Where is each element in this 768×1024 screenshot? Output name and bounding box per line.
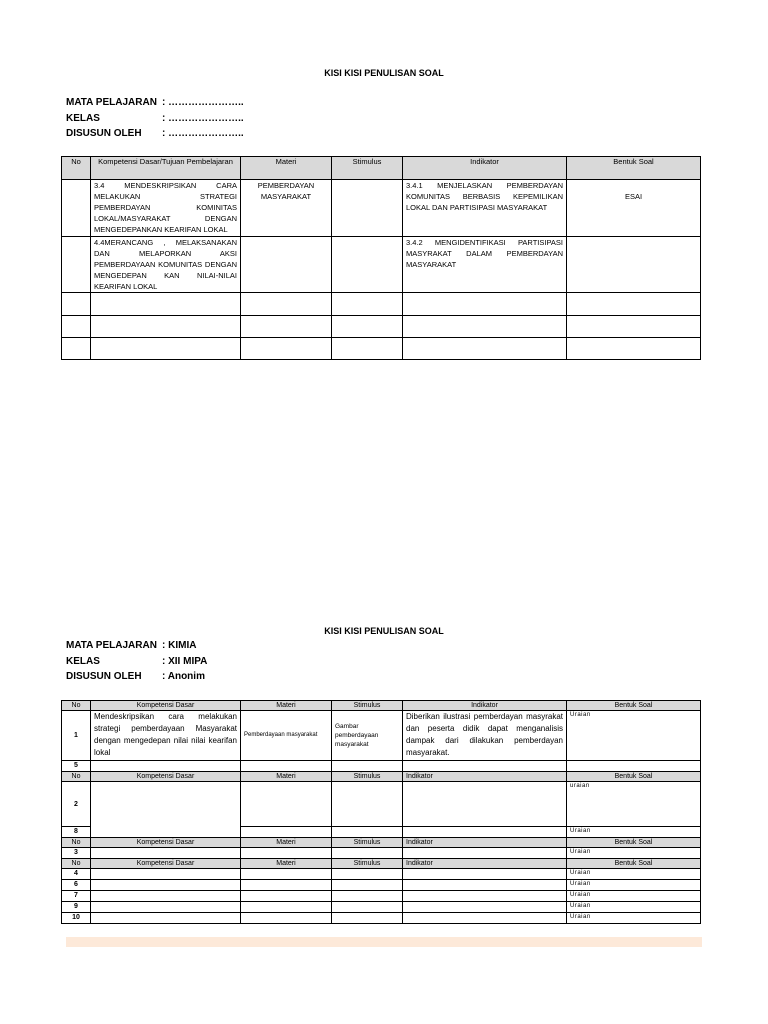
meta-value: : KIMIA bbox=[162, 640, 197, 651]
meta-value: : XII MIPA bbox=[162, 655, 208, 667]
cell-stimulus bbox=[332, 180, 403, 237]
cell-indikator bbox=[403, 761, 567, 772]
cell-indikator bbox=[403, 869, 567, 880]
cell-materi bbox=[241, 902, 332, 913]
meta-label: MATA PELAJARAN bbox=[66, 97, 157, 108]
cell-no: 6 bbox=[62, 880, 91, 891]
cell-materi bbox=[241, 338, 332, 360]
cell-stimulus bbox=[332, 293, 403, 316]
cell-kompetensi: 3.4 MENDESKRIPSIKAN CARA MELAKUKAN STRATEGI PEMBERDAYAN KOMINITAS LOKAL/MASYARAKAT DENGAN MENGEDEPANKAN KEARIFAN LOKAL bbox=[91, 180, 241, 237]
cell-kompetensi bbox=[91, 869, 241, 880]
grid-table-2 bbox=[61, 700, 701, 924]
header-kompetensi: Kompetensi Dasar bbox=[91, 701, 241, 711]
cell-kompetensi: Mendeskripsikan cara melakukan strategi pemberdayaan Masyarakat dengan mengedepan nilai nilai kearifan lokal bbox=[91, 711, 241, 761]
cell-bentuk-soal: Uraian bbox=[567, 880, 701, 891]
header-no: No bbox=[62, 838, 91, 848]
cell-materi bbox=[241, 316, 332, 338]
cell-kompetensi bbox=[91, 338, 241, 360]
cell-stimulus bbox=[332, 880, 403, 891]
document-meta bbox=[66, 95, 244, 142]
cell-kompetensi bbox=[91, 761, 241, 772]
header-indikator: Indikator bbox=[403, 701, 567, 711]
header-stimulus: Stimulus bbox=[332, 859, 403, 869]
cell-materi: Pemberdayaan masyarakat bbox=[241, 711, 332, 761]
header-bentuk-soal: Bentuk Soal bbox=[567, 772, 701, 782]
cell-kompetensi bbox=[91, 891, 241, 902]
cell-materi bbox=[241, 761, 332, 772]
cell-materi bbox=[241, 848, 332, 859]
cell-kompetensi bbox=[91, 913, 241, 924]
header-kompetensi: Kompetensi Dasar/Tujuan Pembelajaran bbox=[91, 157, 241, 180]
header-indikator: Indikator bbox=[403, 772, 567, 782]
table-row bbox=[62, 338, 701, 360]
cell-materi bbox=[241, 237, 332, 293]
cell-bentuk-soal: Uraian bbox=[567, 711, 701, 761]
cell-kompetensi bbox=[91, 848, 241, 859]
cell-indikator bbox=[403, 848, 567, 859]
cell-materi bbox=[241, 827, 332, 838]
cell-materi bbox=[241, 782, 332, 827]
header-materi: Materi bbox=[241, 157, 332, 180]
header-bentuk-soal: Bentuk Soal bbox=[567, 859, 701, 869]
cell-indikator bbox=[403, 293, 567, 316]
header-bentuk-soal: Bentuk Soal bbox=[567, 838, 701, 848]
cell-stimulus bbox=[332, 848, 403, 859]
meta-class bbox=[66, 654, 207, 670]
cell-no: 7 bbox=[62, 891, 91, 902]
cell-bentuk-soal: Uraian bbox=[567, 913, 701, 924]
cell-no: 1 bbox=[62, 711, 91, 761]
cell-no bbox=[62, 338, 91, 360]
cell-stimulus bbox=[332, 761, 403, 772]
cell-bentuk-soal: Uraian bbox=[567, 848, 701, 859]
meta-value: : ………………….. bbox=[162, 97, 244, 108]
page-title: KISI KISI PENULISAN SOAL bbox=[324, 68, 444, 78]
cell-stimulus bbox=[332, 237, 403, 293]
table-row bbox=[62, 869, 701, 880]
header-no: No bbox=[62, 157, 91, 180]
cell-bentuk-soal: uraian bbox=[567, 782, 701, 827]
cell-stimulus: Gambar pemberdayaan masyarakat bbox=[332, 711, 403, 761]
meta-label: DISUSUN OLEH bbox=[66, 128, 142, 139]
grid-table-1 bbox=[61, 156, 701, 360]
cell-indikator bbox=[403, 880, 567, 891]
meta-author bbox=[66, 126, 244, 142]
header-bentuk-soal: Bentuk Soal bbox=[567, 701, 701, 711]
table-header-row bbox=[62, 859, 701, 869]
meta-value: : Anonim bbox=[162, 671, 205, 682]
footer-highlight-bar bbox=[66, 937, 702, 947]
cell-indikator bbox=[403, 782, 567, 827]
table-header-row bbox=[62, 772, 701, 782]
header-indikator: Indikator bbox=[403, 838, 567, 848]
table-row bbox=[62, 848, 701, 859]
meta-label: KELAS bbox=[66, 655, 100, 667]
cell-indikator: Diberikan ilustrasi pemberdayan masyrakat dan peserta didik dapat menganalisis dampak dari dilakukan pemberdayan masyarakat. bbox=[403, 711, 567, 761]
document-meta bbox=[66, 638, 207, 685]
cell-no: 5 bbox=[62, 761, 91, 772]
cell-indikator bbox=[403, 902, 567, 913]
cell-bentuk-soal bbox=[567, 293, 701, 316]
cell-kompetensi bbox=[91, 902, 241, 913]
table-row bbox=[62, 316, 701, 338]
header-materi: Materi bbox=[241, 772, 332, 782]
table-row bbox=[62, 761, 701, 772]
cell-no: 10 bbox=[62, 913, 91, 924]
table-header-row bbox=[62, 838, 701, 848]
cell-stimulus bbox=[332, 891, 403, 902]
table-header-row bbox=[62, 157, 701, 180]
header-materi: Materi bbox=[241, 838, 332, 848]
cell-no: 2 bbox=[62, 782, 91, 827]
cell-stimulus bbox=[332, 902, 403, 913]
table-row bbox=[62, 180, 701, 237]
cell-no: 9 bbox=[62, 902, 91, 913]
cell-kompetensi: 4.4MERANCANG , MELAKSANAKAN DAN MELAPORKAN AKSI PEMBERDAYAAN KOMUNITAS DENGAN MENGEDEPAN KAN NILAI-NILAI KEARIFAN LOKAL bbox=[91, 237, 241, 293]
cell-bentuk-soal bbox=[567, 338, 701, 360]
meta-label: KELAS bbox=[66, 112, 100, 124]
table-header-row bbox=[62, 701, 701, 711]
cell-indikator bbox=[403, 316, 567, 338]
meta-value: : ………………….. bbox=[162, 128, 244, 139]
cell-materi bbox=[241, 913, 332, 924]
meta-value: : ………………….. bbox=[162, 112, 244, 124]
cell-bentuk-soal: Uraian bbox=[567, 827, 701, 838]
cell-kompetensi bbox=[91, 880, 241, 891]
cell-no bbox=[62, 293, 91, 316]
cell-no: 8 bbox=[62, 827, 91, 838]
cell-no: 4 bbox=[62, 869, 91, 880]
cell-bentuk-soal: ESAI bbox=[567, 180, 701, 237]
cell-bentuk-soal bbox=[567, 316, 701, 338]
cell-kompetensi bbox=[91, 782, 241, 838]
cell-stimulus bbox=[332, 827, 403, 838]
cell-stimulus bbox=[332, 316, 403, 338]
header-no: No bbox=[62, 859, 91, 869]
cell-stimulus bbox=[332, 338, 403, 360]
table-row bbox=[62, 902, 701, 913]
table-row bbox=[62, 880, 701, 891]
table-row bbox=[62, 913, 701, 924]
cell-indikator bbox=[403, 913, 567, 924]
cell-bentuk-soal bbox=[567, 237, 701, 293]
header-bentuk-soal: Bentuk Soal bbox=[567, 157, 701, 180]
table-row bbox=[62, 782, 701, 827]
cell-bentuk-soal: Uraian bbox=[567, 891, 701, 902]
cell-stimulus bbox=[332, 913, 403, 924]
cell-no bbox=[62, 316, 91, 338]
cell-materi bbox=[241, 880, 332, 891]
header-kompetensi: Kompetensi Dasar bbox=[91, 772, 241, 782]
header-indikator: Indikator bbox=[403, 859, 567, 869]
cell-stimulus bbox=[332, 869, 403, 880]
cell-kompetensi bbox=[91, 316, 241, 338]
cell-stimulus bbox=[332, 782, 403, 827]
table-row bbox=[62, 711, 701, 761]
cell-no bbox=[62, 180, 91, 237]
cell-bentuk-soal: Uraian bbox=[567, 902, 701, 913]
cell-no: 3 bbox=[62, 848, 91, 859]
cell-bentuk-soal bbox=[567, 761, 701, 772]
cell-indikator bbox=[403, 338, 567, 360]
meta-subject bbox=[66, 638, 207, 654]
meta-label: DISUSUN OLEH bbox=[66, 671, 142, 682]
cell-materi bbox=[241, 891, 332, 902]
header-no: No bbox=[62, 772, 91, 782]
header-indikator: Indikator bbox=[403, 157, 567, 180]
header-stimulus: Stimulus bbox=[332, 772, 403, 782]
cell-materi bbox=[241, 869, 332, 880]
meta-label: MATA PELAJARAN bbox=[66, 640, 157, 651]
page-title: KISI KISI PENULISAN SOAL bbox=[324, 626, 444, 636]
cell-kompetensi bbox=[91, 293, 241, 316]
table-row bbox=[62, 293, 701, 316]
table-row bbox=[62, 237, 701, 293]
cell-no bbox=[62, 237, 91, 293]
cell-materi: PEMBERDAYAN MASYARAKAT bbox=[241, 180, 332, 237]
meta-author bbox=[66, 669, 207, 685]
header-kompetensi: Kompetensi Dasar bbox=[91, 838, 241, 848]
header-kompetensi: Kompetensi Dasar bbox=[91, 859, 241, 869]
table-row bbox=[62, 891, 701, 902]
header-no: No bbox=[62, 701, 91, 711]
header-stimulus: Stimulus bbox=[332, 701, 403, 711]
meta-class bbox=[66, 111, 244, 127]
cell-indikator bbox=[403, 827, 567, 838]
header-materi: Materi bbox=[241, 701, 332, 711]
header-stimulus: Stimulus bbox=[332, 838, 403, 848]
cell-indikator bbox=[403, 891, 567, 902]
cell-indikator: 3.4.1 MENJELASKAN PEMBERDAYAN KOMUNITAS BERBASIS KEPEMILIKAN LOKAL DAN PARTISIPASI MASYARAKAT bbox=[403, 180, 567, 237]
meta-subject bbox=[66, 95, 244, 111]
header-materi: Materi bbox=[241, 859, 332, 869]
cell-materi bbox=[241, 293, 332, 316]
header-stimulus: Stimulus bbox=[332, 157, 403, 180]
cell-indikator: 3.4.2 MENGIDENTIFIKASI PARTISIPASI MASYRAKAT DALAM PEMBERDAYAN MASYARAKAT bbox=[403, 237, 567, 293]
cell-bentuk-soal: Uraian bbox=[567, 869, 701, 880]
